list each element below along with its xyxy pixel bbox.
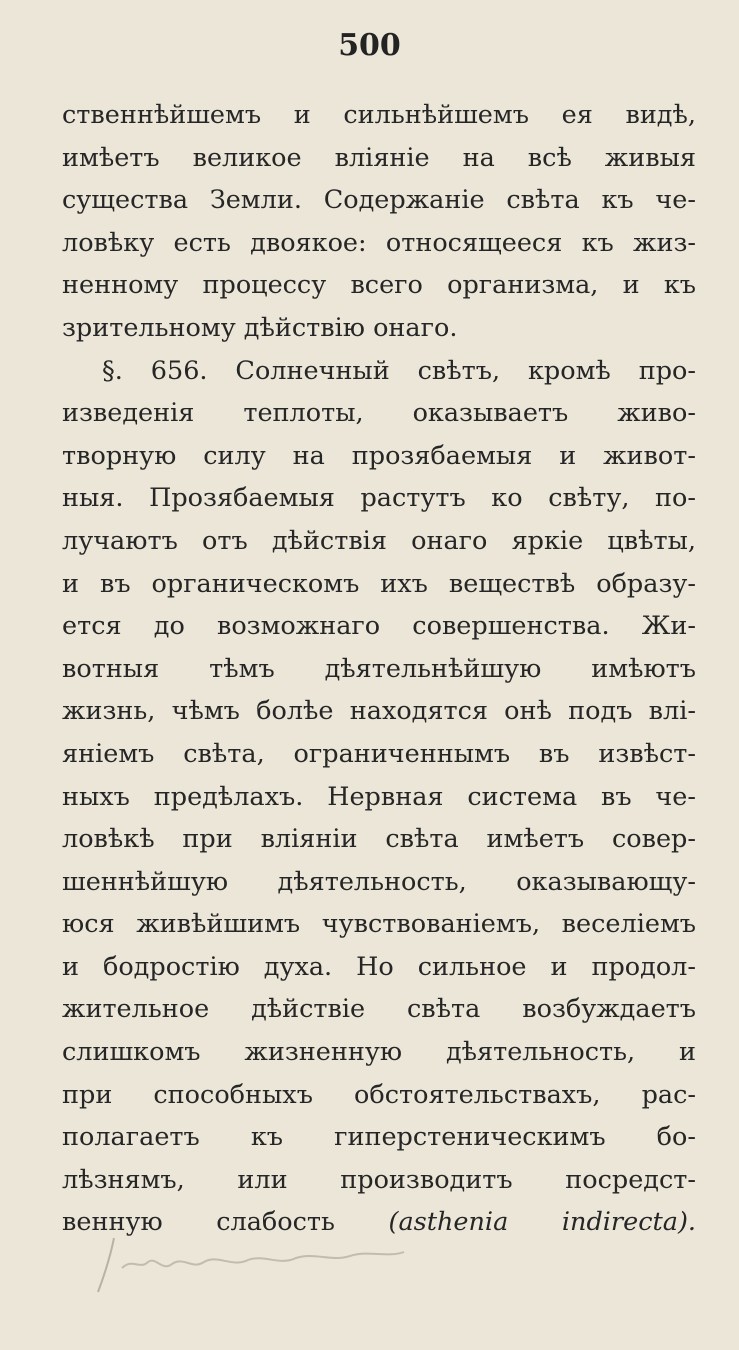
text-line: шеннѣйшую дѣятельность, оказывающу- <box>62 866 696 897</box>
text-line: ловѣку есть двоякое: относящееся къ жиз- <box>62 227 696 258</box>
text-line: ется до возможнаго совершенства. Жи- <box>62 611 696 642</box>
text-line: ныя. Прозябаемыя растутъ ко свѣту, по- <box>62 483 696 514</box>
text-line: лѣзнямъ, или производитъ посредст- <box>62 1164 696 1195</box>
text-line: ненному процессу всего организма, и къ <box>62 270 696 301</box>
final-line-words: венную слабость <box>62 1207 335 1238</box>
text-line: лучаютъ отъ дѣйствія онаго яркіе цвѣты, <box>62 525 696 556</box>
text-line: ныхъ предѣлахъ. Нервная система въ че- <box>62 781 696 812</box>
latin-term: (asthenia indirecta). <box>388 1207 696 1238</box>
text-line: вотныя тѣмъ дѣятельнѣйшую имѣютъ <box>62 653 696 684</box>
text-line: юся живѣйшимъ чувствованіемъ, веселіемъ <box>62 909 696 940</box>
page-body-text <box>62 94 696 1244</box>
text-line: творную силу на прозябаемыя и живот- <box>62 440 696 471</box>
text-line: и бодростію духа. Но сильное и продол- <box>62 951 696 982</box>
text-line: при способныхъ обстоятельствахъ, рас- <box>62 1079 696 1110</box>
paragraph-start-line: §. 656. Солнечный свѣтъ, кромѣ про- <box>102 355 696 386</box>
faded-handwriting-mark <box>92 1228 412 1298</box>
text-line: имѣетъ великое вліяніе на всѣ живыя <box>62 142 696 173</box>
text-line: и въ органическомъ ихъ веществѣ образу- <box>62 568 696 599</box>
text-line: полагаетъ къ гиперстеническимъ бо- <box>62 1122 696 1153</box>
text-line: слишкомъ жизненную дѣятельность, и <box>62 1037 696 1068</box>
text-line: ловѣкѣ при вліяніи свѣта имѣетъ совер- <box>62 824 696 855</box>
text-line: существа Земли. Содержаніе свѣта къ че- <box>62 185 696 216</box>
text-line: яніемъ свѣта, ограниченнымъ въ извѣст- <box>62 738 696 769</box>
text-line: жительное дѣйствіе свѣта возбуждаетъ <box>62 994 696 1025</box>
text-line: ственнѣйшемъ и сильнѣйшемъ ея видѣ, <box>62 100 696 130</box>
text-line: жизнь, чѣмъ болѣе находятся онѣ подъ влі- <box>62 696 696 727</box>
text-line: зрительному дѣйствію онаго. <box>62 312 458 343</box>
page-number: 500 <box>338 28 401 63</box>
text-line: изведенія теплоты, оказываетъ живо- <box>62 398 696 429</box>
